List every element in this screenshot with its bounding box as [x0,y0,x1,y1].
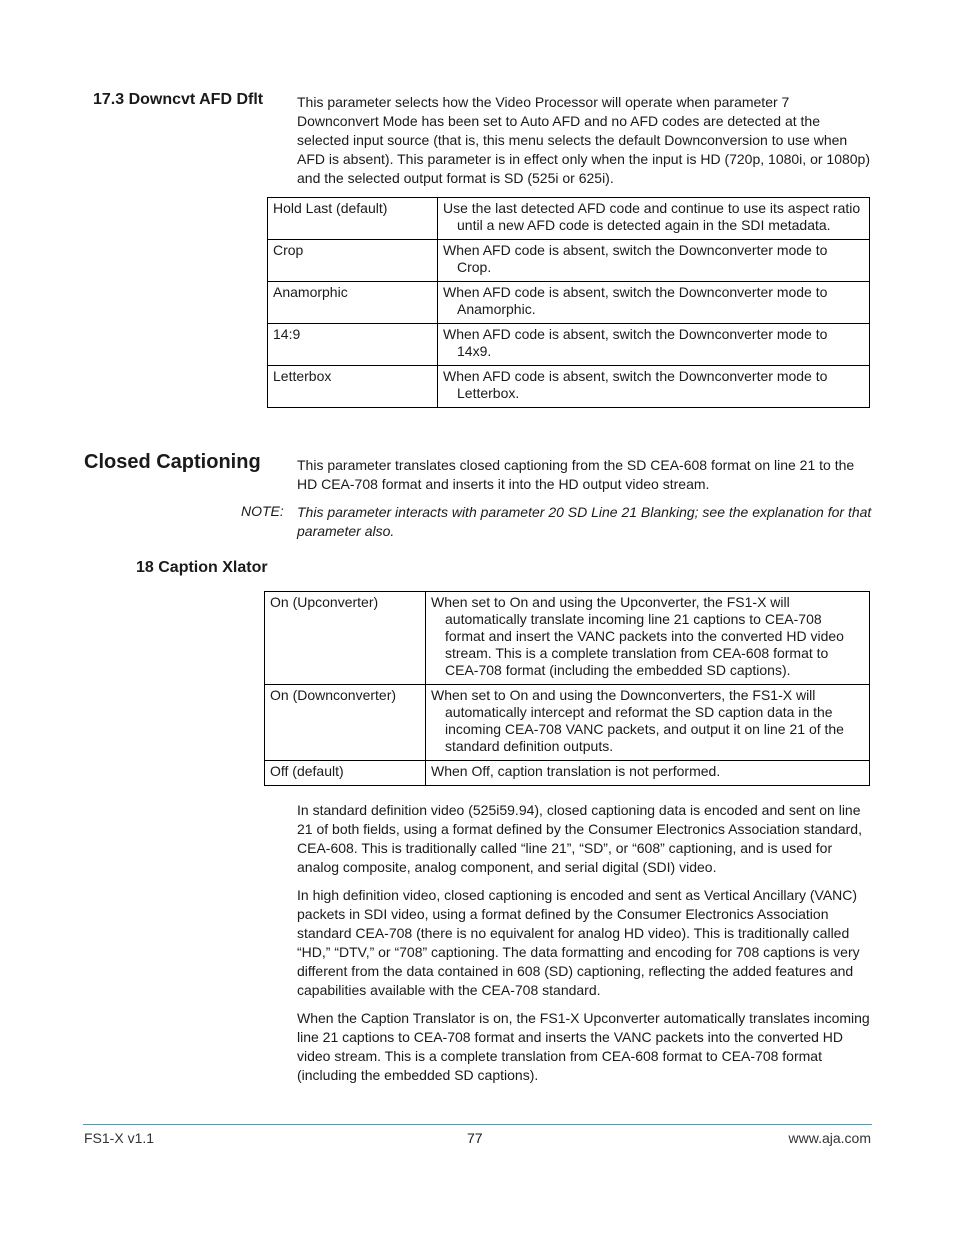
xlator-table-option-cell: On (Upconverter) [265,592,426,685]
section-17-3-heading: 17.3 Downcvt AFD Dflt [93,91,264,108]
paragraph-hd-captioning: In high definition video, closed captioning is encoded and sent as Vertical Ancillary (VANC) packets in SDI video, using a format defined by the Consumer Electronics Association standard CEA-708 (there is no equivalent for analog HD video). This is traditionally called “HD,” “DTV,” or “708” captioning. The data formatting and encoding for 708 captions is very different from the data contained in 608 (SD) captioning, reflecting the added features and capabilities available with the CEA-708 standard. [297,887,860,998]
xlator-table-row [265,685,870,761]
footer-page-number: 77 [467,1130,483,1146]
afd-table-description-column [438,324,870,366]
afd-table-description-cell: When AFD code is absent, switch the Downconverter mode to Anamorphic. [443,284,828,317]
body-paragraphs [297,801,872,1085]
afd-options-table [267,197,870,408]
section-17-3-description: This parameter selects how the Video Processor will operate when parameter 7 Downconvert Mode has been set to Auto AFD and no AFD codes are detected at the selected input source (that is, this menu selects the default Downconversion to use when AFD is absent). This parameter is in effect only when the input is HD (720p, 1080i, or 1080p) and the selected output format is SD (525i or 625i). [297,94,871,186]
afd-table-option-cell: Hold Last (default) [268,198,438,240]
footer-rule [83,1124,872,1125]
xlator-table-description-column [426,761,870,786]
paragraph-caption-translator: When the Caption Translator is on, the FS1-X Upconverter automatically translates incoming line 21 captions to CEA-708 format and inserts the VANC packets into the converted HD video stream. This is a complete translation from CEA-608 format to CEA-708 format (including the embedded SD captions). [297,1010,870,1083]
closed-captioning-heading: Closed Captioning [84,451,261,473]
afd-table-row [268,366,870,408]
footer-doc-version: FS1-X v1.1 [84,1130,155,1146]
xlator-table-description-cell: When set to On and using the Downconverters, the FS1-X will automatically intercept and reformat the SD caption data in the incoming CEA-708 VANC packets, and output it on line 21 of the standard definition outputs. [431,687,844,754]
xlator-table-row [265,761,870,786]
closed-captioning-intro: This parameter translates closed captioning from the SD CEA-608 format on line 21 to the HD CEA-708 format and inserts it into the HD output video stream. [297,457,855,492]
xlator-table-description-cell: When Off, caption translation is not performed. [431,763,721,779]
afd-table-description-cell: When AFD code is absent, switch the Downconverter mode to Letterbox. [443,368,828,401]
section-18-heading: 18 Caption Xlator [136,559,268,576]
afd-table-row [268,324,870,366]
xlator-table-description-cell: When set to On and using the Upconverter, the FS1-X will automatically translate incoming line 21 captions to CEA-708 format and insert the VANC packets into the converted HD video stream. This is a complete translation from CEA-608 format to CEA-708 format (including the embedded SD captions). [431,594,844,678]
afd-table-description-cell: When AFD code is absent, switch the Downconverter mode to 14x9. [443,326,828,359]
note-text: This parameter interacts with parameter 20 SD Line 21 Blanking; see the explanation for that parameter also. [297,504,872,539]
xlator-table-option-cell: Off (default) [265,761,426,786]
afd-table-option-cell: Crop [268,240,438,282]
afd-table-description-cell: When AFD code is absent, switch the Downconverter mode to Crop. [443,242,828,275]
caption-xlator-table [264,591,870,786]
xlator-table-option-cell: On (Downconverter) [265,685,426,761]
xlator-table-description-column [426,685,870,761]
afd-table-description-column [438,366,870,408]
footer-website-link[interactable]: www.aja.com [788,1130,871,1146]
xlator-table-description-column [426,592,870,685]
afd-table-row [268,198,870,240]
afd-table-description-cell: Use the last detected AFD code and continue to use its aspect ratio until a new AFD code is detected again in the SDI metadata. [443,200,861,233]
note-label: NOTE: [241,503,284,519]
afd-table-option-cell: Anamorphic [268,282,438,324]
afd-table-description-column [438,240,870,282]
xlator-table-row [265,592,870,685]
afd-table-description-column [438,198,870,240]
paragraph-sd-captioning: In standard definition video (525i59.94), closed captioning data is encoded and sent on line 21 of both fields, using a format defined by the Consumer Electronics Association standard, CEA-608. This is traditionally called “line 21”, “SD”, or “608” captioning, and is used for analog composite, analog component, and serial digital (SDI) video. [297,802,862,875]
afd-table-row [268,282,870,324]
afd-table-description-column [438,282,870,324]
afd-table-option-cell: 14:9 [268,324,438,366]
afd-table-row [268,240,870,282]
afd-table-option-cell: Letterbox [268,366,438,408]
